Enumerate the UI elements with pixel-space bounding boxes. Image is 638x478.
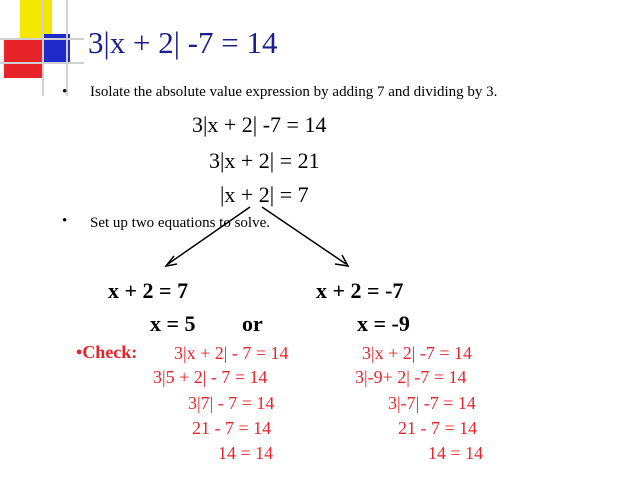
bullet-text-setup: Set up two equations to solve.	[90, 215, 270, 231]
left-solution: x = 5	[150, 311, 196, 336]
check-right-line-4: 21 - 7 = 14	[398, 418, 478, 438]
check-right-line-2: 3|-9+ 2| -7 = 14	[355, 367, 467, 387]
check-label	[76, 342, 137, 363]
slide-title: 3|x + 2| -7 = 14	[88, 25, 278, 60]
check-left-line-5: 14 = 14	[218, 443, 274, 463]
check-left-line-2: 3|5 + 2| - 7 = 14	[153, 367, 268, 387]
arrow-left	[168, 207, 250, 264]
bullet-text-isolate: Isolate the absolute value expression by adding 7 and dividing by 3.	[90, 84, 498, 100]
or-label: or	[242, 311, 263, 336]
bullet-marker-1: •	[62, 84, 68, 100]
check-left-line-3: 3|7| - 7 = 14	[188, 393, 275, 413]
right-solution: x = -9	[357, 311, 410, 336]
check-left-line-1: 3|x + 2| - 7 = 14	[174, 343, 289, 363]
check-bullet: •	[76, 342, 83, 362]
bullet-marker-2: •	[62, 213, 68, 229]
check-left-line-4: 21 - 7 = 14	[192, 418, 272, 438]
check-right-line-3: 3|-7| -7 = 14	[388, 393, 476, 413]
step-equation-3: |x + 2| = 7	[220, 182, 309, 207]
right-equation: x + 2 = -7	[316, 278, 404, 303]
check-label-text: Check:	[82, 342, 138, 362]
arrow-right	[262, 207, 346, 264]
left-equation: x + 2 = 7	[108, 278, 189, 303]
step-equation-2: 3|x + 2| = 21	[209, 148, 320, 173]
check-right-line-1: 3|x + 2| -7 = 14	[362, 343, 473, 363]
check-right-line-5: 14 = 14	[428, 443, 484, 463]
step-equation-1: 3|x + 2| -7 = 14	[192, 112, 327, 137]
